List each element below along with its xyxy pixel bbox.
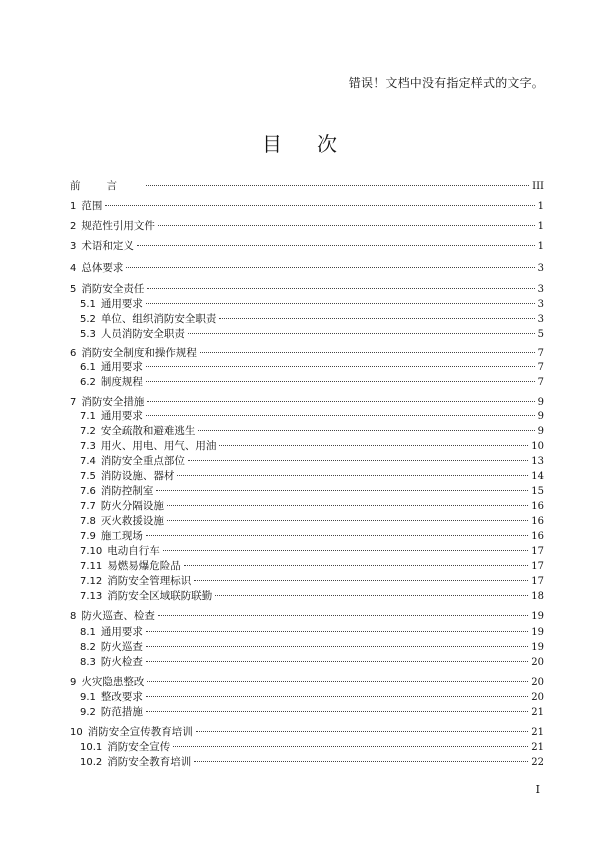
toc-entry[interactable] — [70, 624, 544, 640]
toc-entry-page: 18 — [531, 591, 544, 602]
toc-entry-title: 电动自行车 — [107, 545, 160, 557]
toc-entry-number: 7.10 — [80, 546, 103, 557]
toc-entry[interactable] — [70, 739, 544, 755]
toc-entry[interactable] — [70, 543, 544, 559]
toc-entry-page: 16 — [531, 516, 544, 527]
toc-entry[interactable] — [70, 654, 544, 670]
toc-leader-dots — [219, 318, 534, 319]
toc-leader-dots — [146, 381, 535, 382]
toc-entry-page: 19 — [531, 627, 544, 638]
toc-entry[interactable] — [70, 408, 544, 424]
toc-entry-title: 总体要求 — [81, 262, 124, 274]
toc-leader-dots — [215, 595, 528, 596]
toc-entry-number: 5 — [70, 284, 77, 295]
toc-entry-number: 6.2 — [80, 377, 96, 388]
toc-entry[interactable] — [70, 498, 544, 514]
toc-leader-dots — [137, 245, 535, 246]
toc-entry[interactable] — [70, 724, 544, 740]
toc-entry-number: 7.9 — [80, 531, 96, 542]
toc-entry-page: 16 — [531, 531, 544, 542]
toc-entry-number: 5.2 — [80, 314, 96, 325]
toc-entry-title: 消防安全宣传教育培训 — [87, 726, 193, 738]
toc-entry-title: 消防设施、器材 — [100, 470, 175, 482]
toc-leader-dots — [146, 631, 528, 632]
toc-entry-page: 20 — [531, 657, 544, 668]
toc-entry-title: 制度规程 — [100, 376, 143, 388]
toc-entry[interactable] — [70, 423, 544, 439]
toc-entry-number: 7.3 — [80, 441, 96, 452]
toc-entry-page: 3 — [537, 263, 544, 274]
toc-entry[interactable] — [70, 326, 544, 342]
toc-entry-number: 7.11 — [80, 561, 103, 572]
toc-entry-title: 防火检查 — [100, 656, 143, 668]
toc-leader-dots — [147, 288, 534, 289]
toc-entry-title: 人员消防安全职责 — [100, 328, 185, 340]
toc-leader-dots — [146, 303, 535, 304]
toc-entry-title: 消防安全宣传 — [107, 741, 171, 753]
toc-entry-page: 22 — [531, 757, 544, 768]
toc-entry-page: 20 — [531, 692, 544, 703]
toc-entry-page: 7 — [537, 362, 544, 373]
toc-entry-number: 5.3 — [80, 329, 96, 340]
toc-entry-number: 3 — [70, 241, 77, 252]
toc-leader-dots — [173, 746, 528, 747]
toc-entry-number: 6.1 — [80, 362, 96, 373]
toc-entry[interactable] — [70, 528, 544, 544]
toc-entry-page: 21 — [531, 727, 544, 738]
toc-entry-page: 19 — [531, 642, 544, 653]
toc-entry-title: 防火巡查 — [100, 641, 143, 653]
toc-entry-page: 9 — [537, 426, 544, 437]
toc-entry-title: 通用要求 — [100, 361, 143, 373]
toc-entry[interactable] — [70, 238, 544, 254]
toc-leader-dots — [200, 352, 535, 353]
toc-entry[interactable] — [70, 296, 544, 312]
toc-leader-dots — [219, 445, 528, 446]
toc-entry-page: 17 — [531, 561, 544, 572]
toc-entry-title: 施工现场 — [100, 530, 143, 542]
toc-entry-title: 术语和定义 — [81, 240, 134, 252]
toc-leader-dots — [194, 580, 528, 581]
toc-entry[interactable] — [70, 704, 544, 720]
toc-leader-dots — [194, 761, 528, 762]
toc-entry-number: 1 — [70, 201, 77, 212]
toc-leader-dots — [146, 711, 528, 712]
toc-leader-dots — [146, 415, 535, 416]
toc-entry-title: 火灾隐患整改 — [81, 676, 145, 688]
toc-entry[interactable] — [70, 689, 544, 705]
toc-entry-title: 用火、用电、用气、用油 — [100, 440, 217, 452]
toc-entry-page: 13 — [531, 456, 544, 467]
toc-leader-dots — [177, 475, 528, 476]
toc-entry-title: 消防安全管理标识 — [107, 575, 192, 587]
toc-entry-page: 3 — [537, 314, 544, 325]
toc-entry-number: 7.5 — [80, 471, 96, 482]
toc-leader-dots — [167, 520, 528, 521]
toc-entry-title: 整改要求 — [100, 691, 143, 703]
toc-entry-page: 1 — [537, 201, 544, 212]
toc-entry-number: 4 — [70, 263, 77, 274]
toc-entry[interactable] — [70, 178, 544, 194]
toc-entry[interactable] — [70, 311, 544, 327]
toc-entry[interactable] — [70, 639, 544, 655]
toc-entry-title: 防火巡查、检查 — [81, 610, 155, 622]
toc-entry-title: 安全疏散和避难逃生 — [100, 425, 196, 437]
toc-entry-title: 通用要求 — [100, 298, 143, 310]
toc-entry-number: 7.1 — [80, 411, 96, 422]
toc-leader-dots — [146, 696, 528, 697]
toc-entry[interactable] — [70, 438, 544, 454]
toc-leader-dots — [188, 460, 528, 461]
toc-entry-number: 10.1 — [80, 742, 103, 753]
toc-entry[interactable] — [70, 588, 544, 604]
toc-entry-page: 7 — [537, 377, 544, 388]
toc-entry-number: 10.2 — [80, 757, 103, 768]
toc-entry-number: 9.1 — [80, 692, 96, 703]
toc-entry-number: 7 — [70, 397, 77, 408]
toc-entry-page: 5 — [537, 329, 544, 340]
toc-entry-title: 单位、组织消防安全职责 — [100, 313, 217, 325]
toc-entry-number: 7.7 — [80, 501, 96, 512]
toc-leader-dots — [184, 565, 529, 566]
title-char-1: 目 — [262, 132, 283, 156]
toc-entry-page: 1 — [537, 221, 544, 232]
toc-entry-page: 17 — [531, 576, 544, 587]
toc-entry-number: 8.3 — [80, 657, 96, 668]
toc-leader-dots — [167, 505, 528, 506]
toc-entry-page: 15 — [531, 486, 544, 497]
toc-entry[interactable] — [70, 468, 544, 484]
toc-entry-number: 8.1 — [80, 627, 96, 638]
toc-entry[interactable] — [70, 573, 544, 589]
toc-entry-title: 通用要求 — [100, 626, 143, 638]
toc-entry-page: 17 — [531, 546, 544, 557]
toc-entry-page: 21 — [531, 707, 544, 718]
toc-entry[interactable] — [70, 754, 544, 770]
toc-entry-page: 19 — [531, 611, 544, 622]
toc-leader-dots — [146, 661, 528, 662]
toc-entry-title: 消防安全责任 — [81, 283, 145, 295]
toc-entry-number: 7.2 — [80, 426, 96, 437]
toc-entry-page: 10 — [531, 441, 544, 452]
toc-entry[interactable] — [70, 374, 544, 390]
header-error-text: 错误！文档中没有指定样式的文字。 — [348, 76, 544, 90]
toc-entry-number: 5.1 — [80, 299, 96, 310]
toc-entry-title: 前言 — [70, 180, 143, 192]
toc-entry-title: 消防安全措施 — [81, 396, 145, 408]
toc-entry-title: 防范措施 — [100, 706, 143, 718]
toc-entry-title: 范围 — [81, 200, 103, 212]
toc-entry[interactable] — [70, 260, 544, 276]
toc-entry-page: 1 — [537, 241, 544, 252]
toc-entry-number: 8 — [70, 611, 77, 622]
toc-entry[interactable] — [70, 513, 544, 529]
toc-entry-title: 消防安全教育培训 — [107, 756, 192, 768]
toc-entry-page: 16 — [531, 501, 544, 512]
toc-entry-title: 通用要求 — [100, 410, 143, 422]
toc-entry-number: 9 — [70, 677, 77, 688]
toc-entry-number: 7.13 — [80, 591, 103, 602]
toc-entry-title: 灭火救援设施 — [100, 515, 164, 527]
toc-entry-title: 防火分隔设施 — [100, 500, 164, 512]
toc-entry-title: 消防安全制度和操作规程 — [81, 347, 197, 359]
toc-leader-dots — [105, 205, 534, 206]
toc-entry-title: 消防安全区域联防联勤 — [107, 590, 213, 602]
toc-leader-dots — [156, 490, 528, 491]
toc-leader-dots — [146, 535, 528, 536]
toc-entry-number: 6 — [70, 348, 77, 359]
toc-entry-page: 21 — [531, 742, 544, 753]
toc-entry-title: 消防安全重点部位 — [100, 455, 185, 467]
toc-entry-page: 9 — [537, 397, 544, 408]
toc-entry-number: 7.4 — [80, 456, 96, 467]
toc-entry-number: 7.8 — [80, 516, 96, 527]
toc-entry[interactable] — [70, 198, 544, 214]
toc-leader-dots — [158, 225, 535, 226]
toc-entry-page: III — [532, 181, 544, 192]
toc-entry-page: 14 — [531, 471, 544, 482]
toc-entry-page: 20 — [531, 677, 544, 688]
toc-entry-number: 2 — [70, 221, 77, 232]
toc-entry[interactable] — [70, 483, 544, 499]
toc-entry-page: 3 — [537, 284, 544, 295]
footer-page-number: I — [535, 783, 540, 796]
toc-leader-dots — [146, 646, 528, 647]
page-title — [0, 128, 600, 157]
toc-leader-dots — [198, 430, 534, 431]
toc-entry[interactable] — [70, 674, 544, 690]
toc-leader-dots — [146, 185, 529, 186]
toc-entry-page: 7 — [537, 348, 544, 359]
toc-leader-dots — [188, 333, 535, 334]
toc-entry[interactable] — [70, 608, 544, 624]
toc-entry[interactable] — [70, 453, 544, 469]
toc-leader-dots — [146, 366, 535, 367]
toc-entry-title: 规范性引用文件 — [81, 220, 155, 232]
toc-entry[interactable] — [70, 558, 544, 574]
toc-entry-page: 3 — [537, 299, 544, 310]
toc-entry[interactable] — [70, 218, 544, 234]
toc-entry-number: 9.2 — [80, 707, 96, 718]
toc-entry[interactable] — [70, 281, 544, 297]
toc-leader-dots — [126, 267, 534, 268]
toc-entry-page: 9 — [537, 411, 544, 422]
toc-leader-dots — [163, 550, 529, 551]
toc-entry-number: 7.12 — [80, 576, 103, 587]
toc-entry-number: 10 — [70, 727, 83, 738]
title-char-2: 次 — [317, 132, 338, 156]
toc-leader-dots — [196, 731, 529, 732]
toc-entry[interactable] — [70, 359, 544, 375]
toc-entry-number: 7.6 — [80, 486, 96, 497]
toc-entry-number: 8.2 — [80, 642, 96, 653]
toc-entry-title: 消防控制室 — [100, 485, 154, 497]
toc-leader-dots — [147, 401, 534, 402]
toc-entry-title: 易燃易爆危险品 — [107, 560, 181, 572]
toc-leader-dots — [158, 615, 528, 616]
toc-leader-dots — [147, 681, 528, 682]
